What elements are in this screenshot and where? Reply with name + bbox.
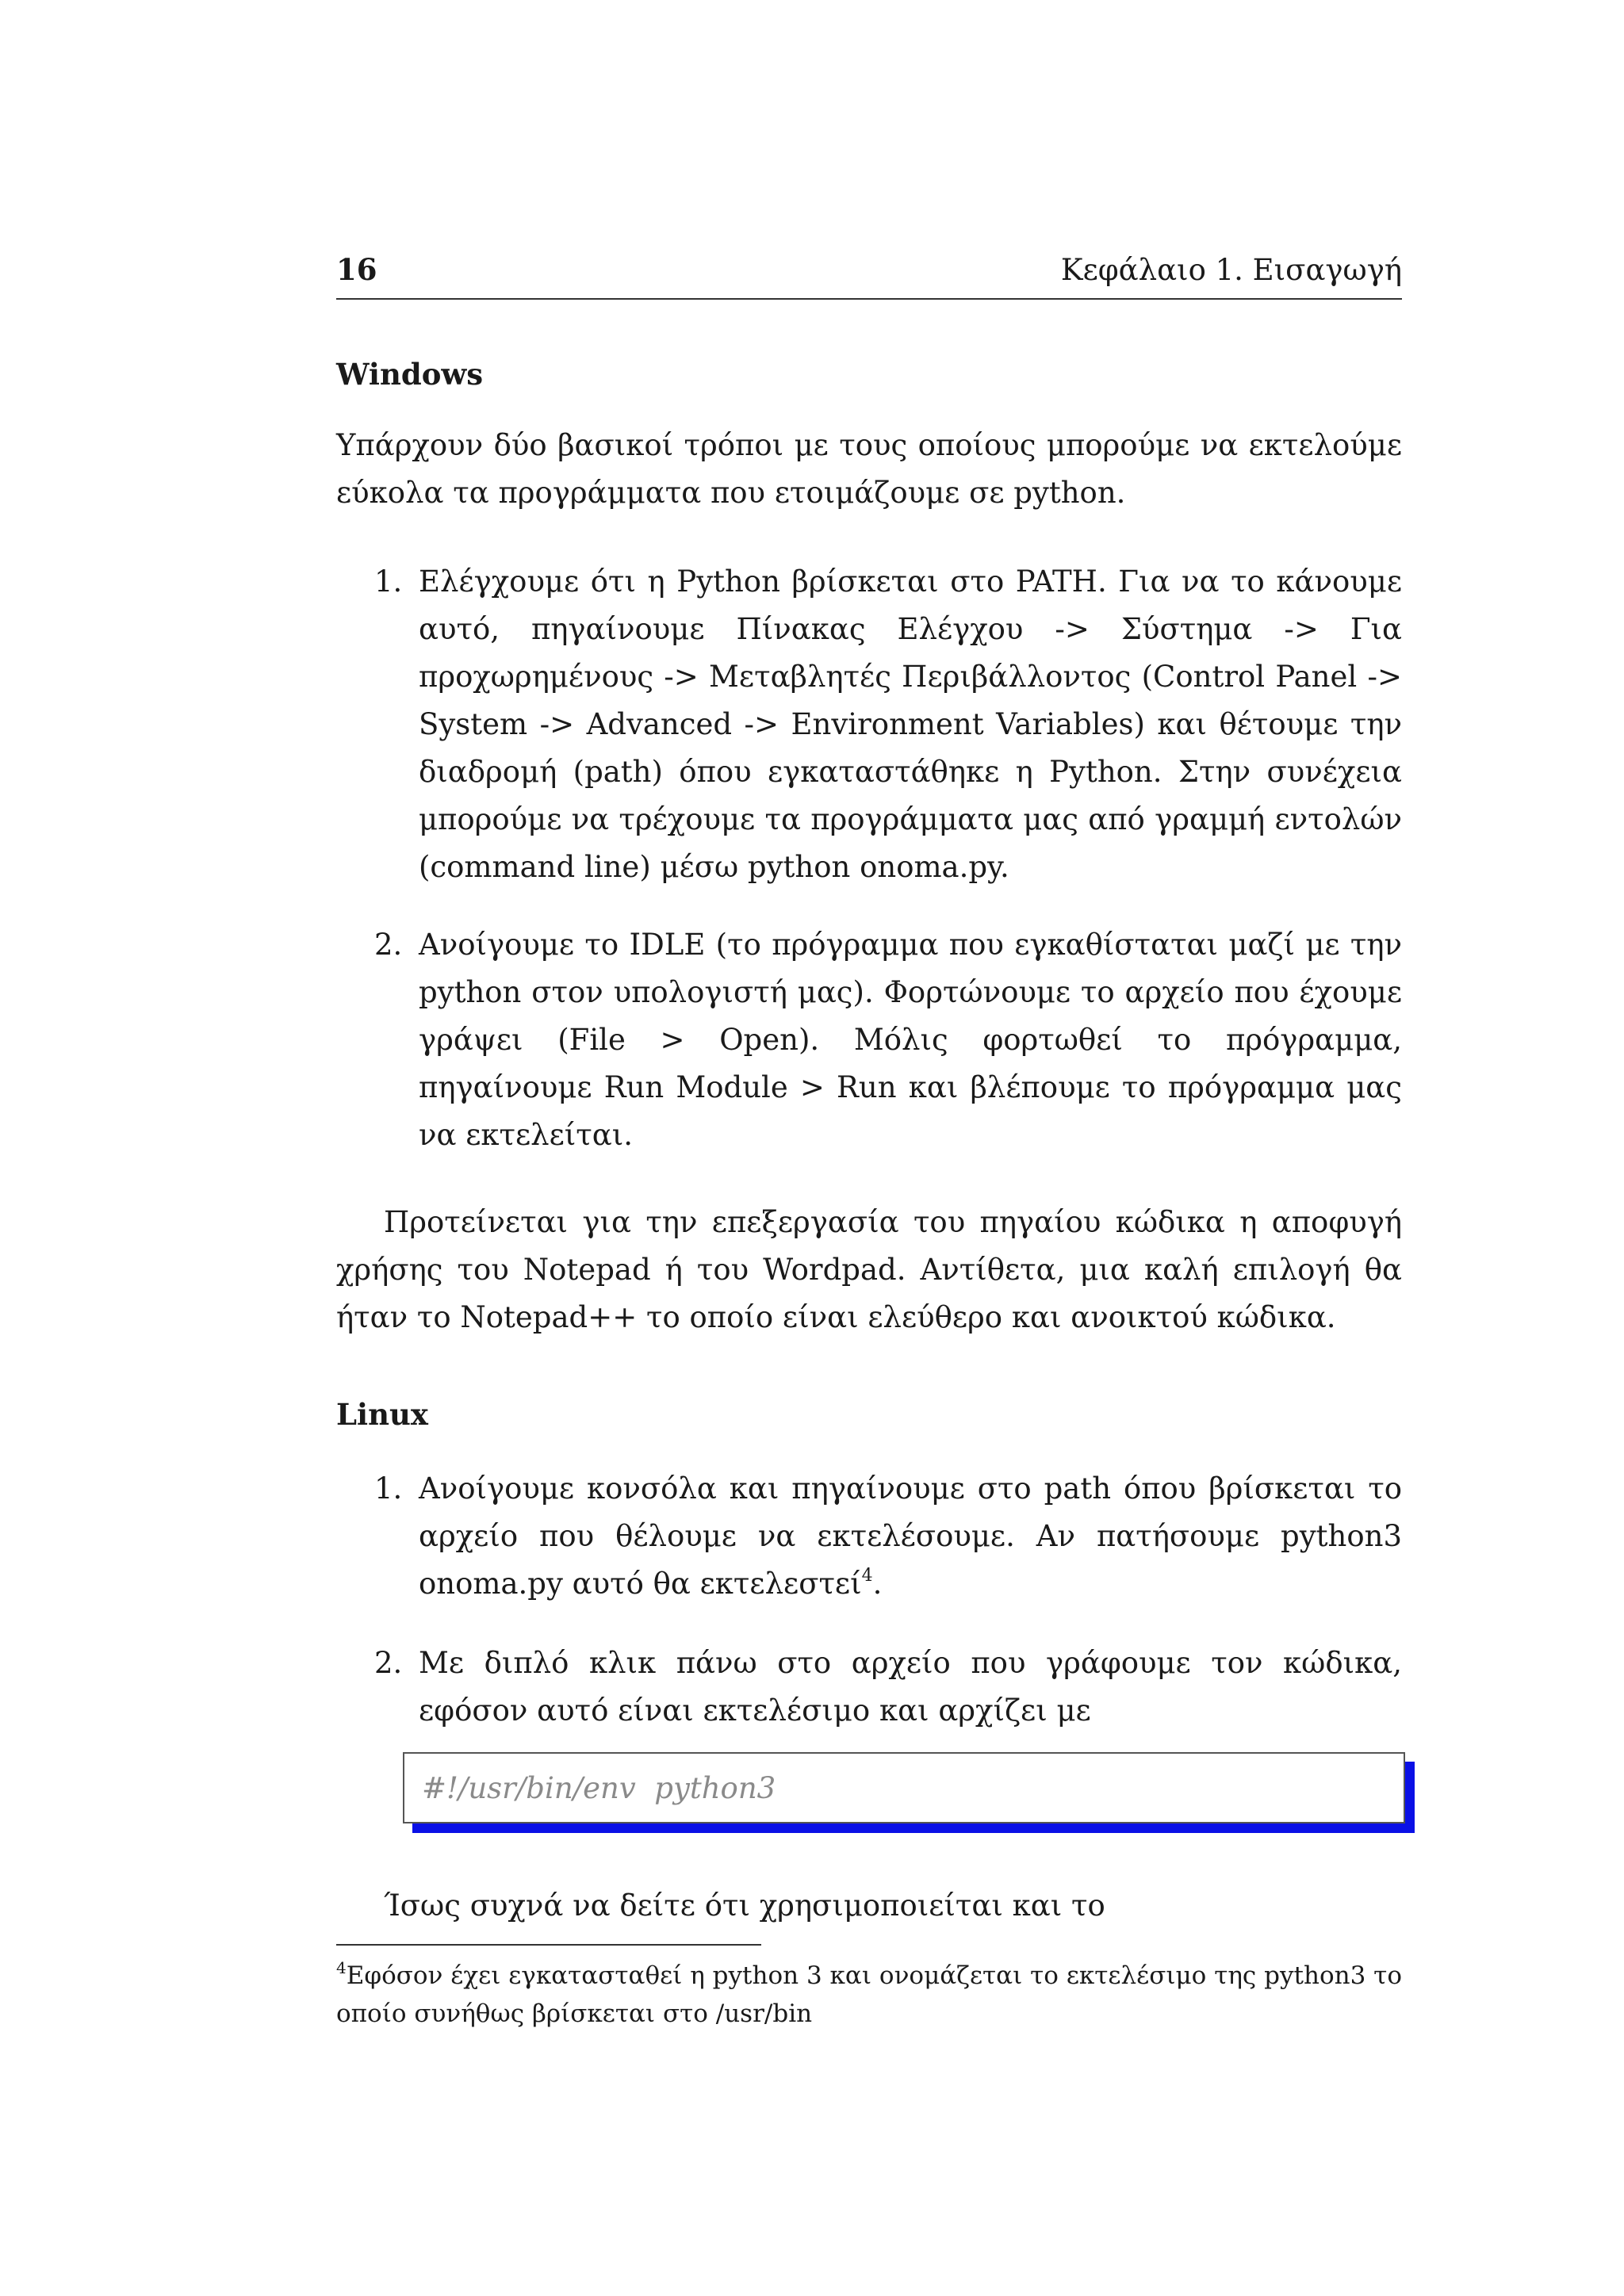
after-code-paragraph: Ίσως συχνά να δείτε ότι χρησιμοποιείται και το — [384, 1888, 1105, 1923]
list-item-number: 2. — [374, 928, 403, 962]
section-title-linux: Linux — [336, 1397, 428, 1432]
list-item-number: 2. — [374, 1646, 403, 1680]
running-header — [336, 252, 1402, 300]
footnote — [336, 1957, 1402, 2033]
section-title-windows: Windows — [336, 357, 484, 392]
footnote-reference[interactable]: 4 — [861, 1566, 873, 1586]
list-item-text: Ανοίγουμε το IDLE (το πρόγραμμα που εγκαθίσταται μαζί με την python στον υπολογιστή μας). Φορτώνουμε το αρχείο που έχουμε γράψει (File > Open). Μόλις φορτωθεί το πρόγραμμα, πηγαίνουμε Run Module > Run και βλέπουμε το πρόγραμμα μας να εκτελείται. — [419, 928, 1402, 1152]
list-item-number: 1. — [374, 1471, 403, 1506]
windows-intro-paragraph: Υπάρχουν δύο βασικοί τρόποι με τους οποίους μπορούμε να εκτελούμε εύκολα τα προγράμματα που ετοιμάζουμε σε python. — [336, 428, 1402, 510]
list-item-text: Με διπλό κλικ πάνω στο αρχείο που γράφουμε τον κώδικα, εφόσον αυτό είναι εκτελέσιμο και αρχίζει με — [419, 1646, 1402, 1728]
windows-steps-list — [336, 558, 1402, 1159]
list-item — [336, 558, 1402, 891]
shebang-code: #!/usr/bin/env python3 — [422, 1770, 776, 1805]
footnote-mark: 4 — [336, 1958, 347, 1977]
list-item — [336, 921, 1402, 1159]
list-item-text: Ανοίγουμε κονσόλα και πηγαίνουμε στο path όπου βρίσκεται το αρχείο που θέλουμε να εκτελέσουμε. Αν πατήσουμε python3 onoma.py αυτό θα εκτελεστεί — [419, 1471, 1402, 1601]
editor-recommendation-paragraph: Προτείνεται για την επεξεργασία του πηγαίου κώδικα η αποφυγή χρήσης του Notepad ή του Wordpad. Αντίθετα, μια καλή επιλογή θα ήταν το Notepad++ το οποίο είναι ελεύθερο και ανοικτού κώδικα. — [336, 1205, 1402, 1334]
document-page — [336, 252, 1402, 2033]
linux-steps-list — [336, 1465, 1402, 1735]
code-block — [403, 1752, 1405, 1823]
page-number: 16 — [336, 252, 377, 287]
list-item-tail: . — [872, 1567, 883, 1601]
code-block-frame — [403, 1752, 1405, 1823]
footnote-text: Εφόσον έχει εγκατασταθεί η python 3 και ονομάζεται το εκτελέσιμο της python3 το οποίο συνήθως βρίσκεται στο /usr/bin — [336, 1961, 1402, 2028]
list-item-text: Ελέγχουμε ότι η Python βρίσκεται στο PATH. Για να το κάνουμε αυτό, πηγαίνουμε Πίνακας Ελέγχου -> Σύστημα -> Για προχωρημένους -> Μεταβλητές Περιβάλλοντος (Control Panel -> System -> Advanced -> Environment Variables) και θέτουμε την διαδρομή (path) όπου εγκαταστάθηκε η Python. Στην συνέχεια μπορούμε να τρέχουμε τα προγράμματα μας από γραμμή εντολών (command line) μέσω python onoma.py. — [419, 564, 1402, 884]
footnote-divider — [336, 1944, 761, 1946]
list-item — [336, 1640, 1402, 1735]
list-item — [336, 1465, 1402, 1608]
list-item-number: 1. — [374, 564, 403, 599]
chapter-title: Κεφάλαιο 1. Εισαγωγή — [1060, 253, 1402, 287]
